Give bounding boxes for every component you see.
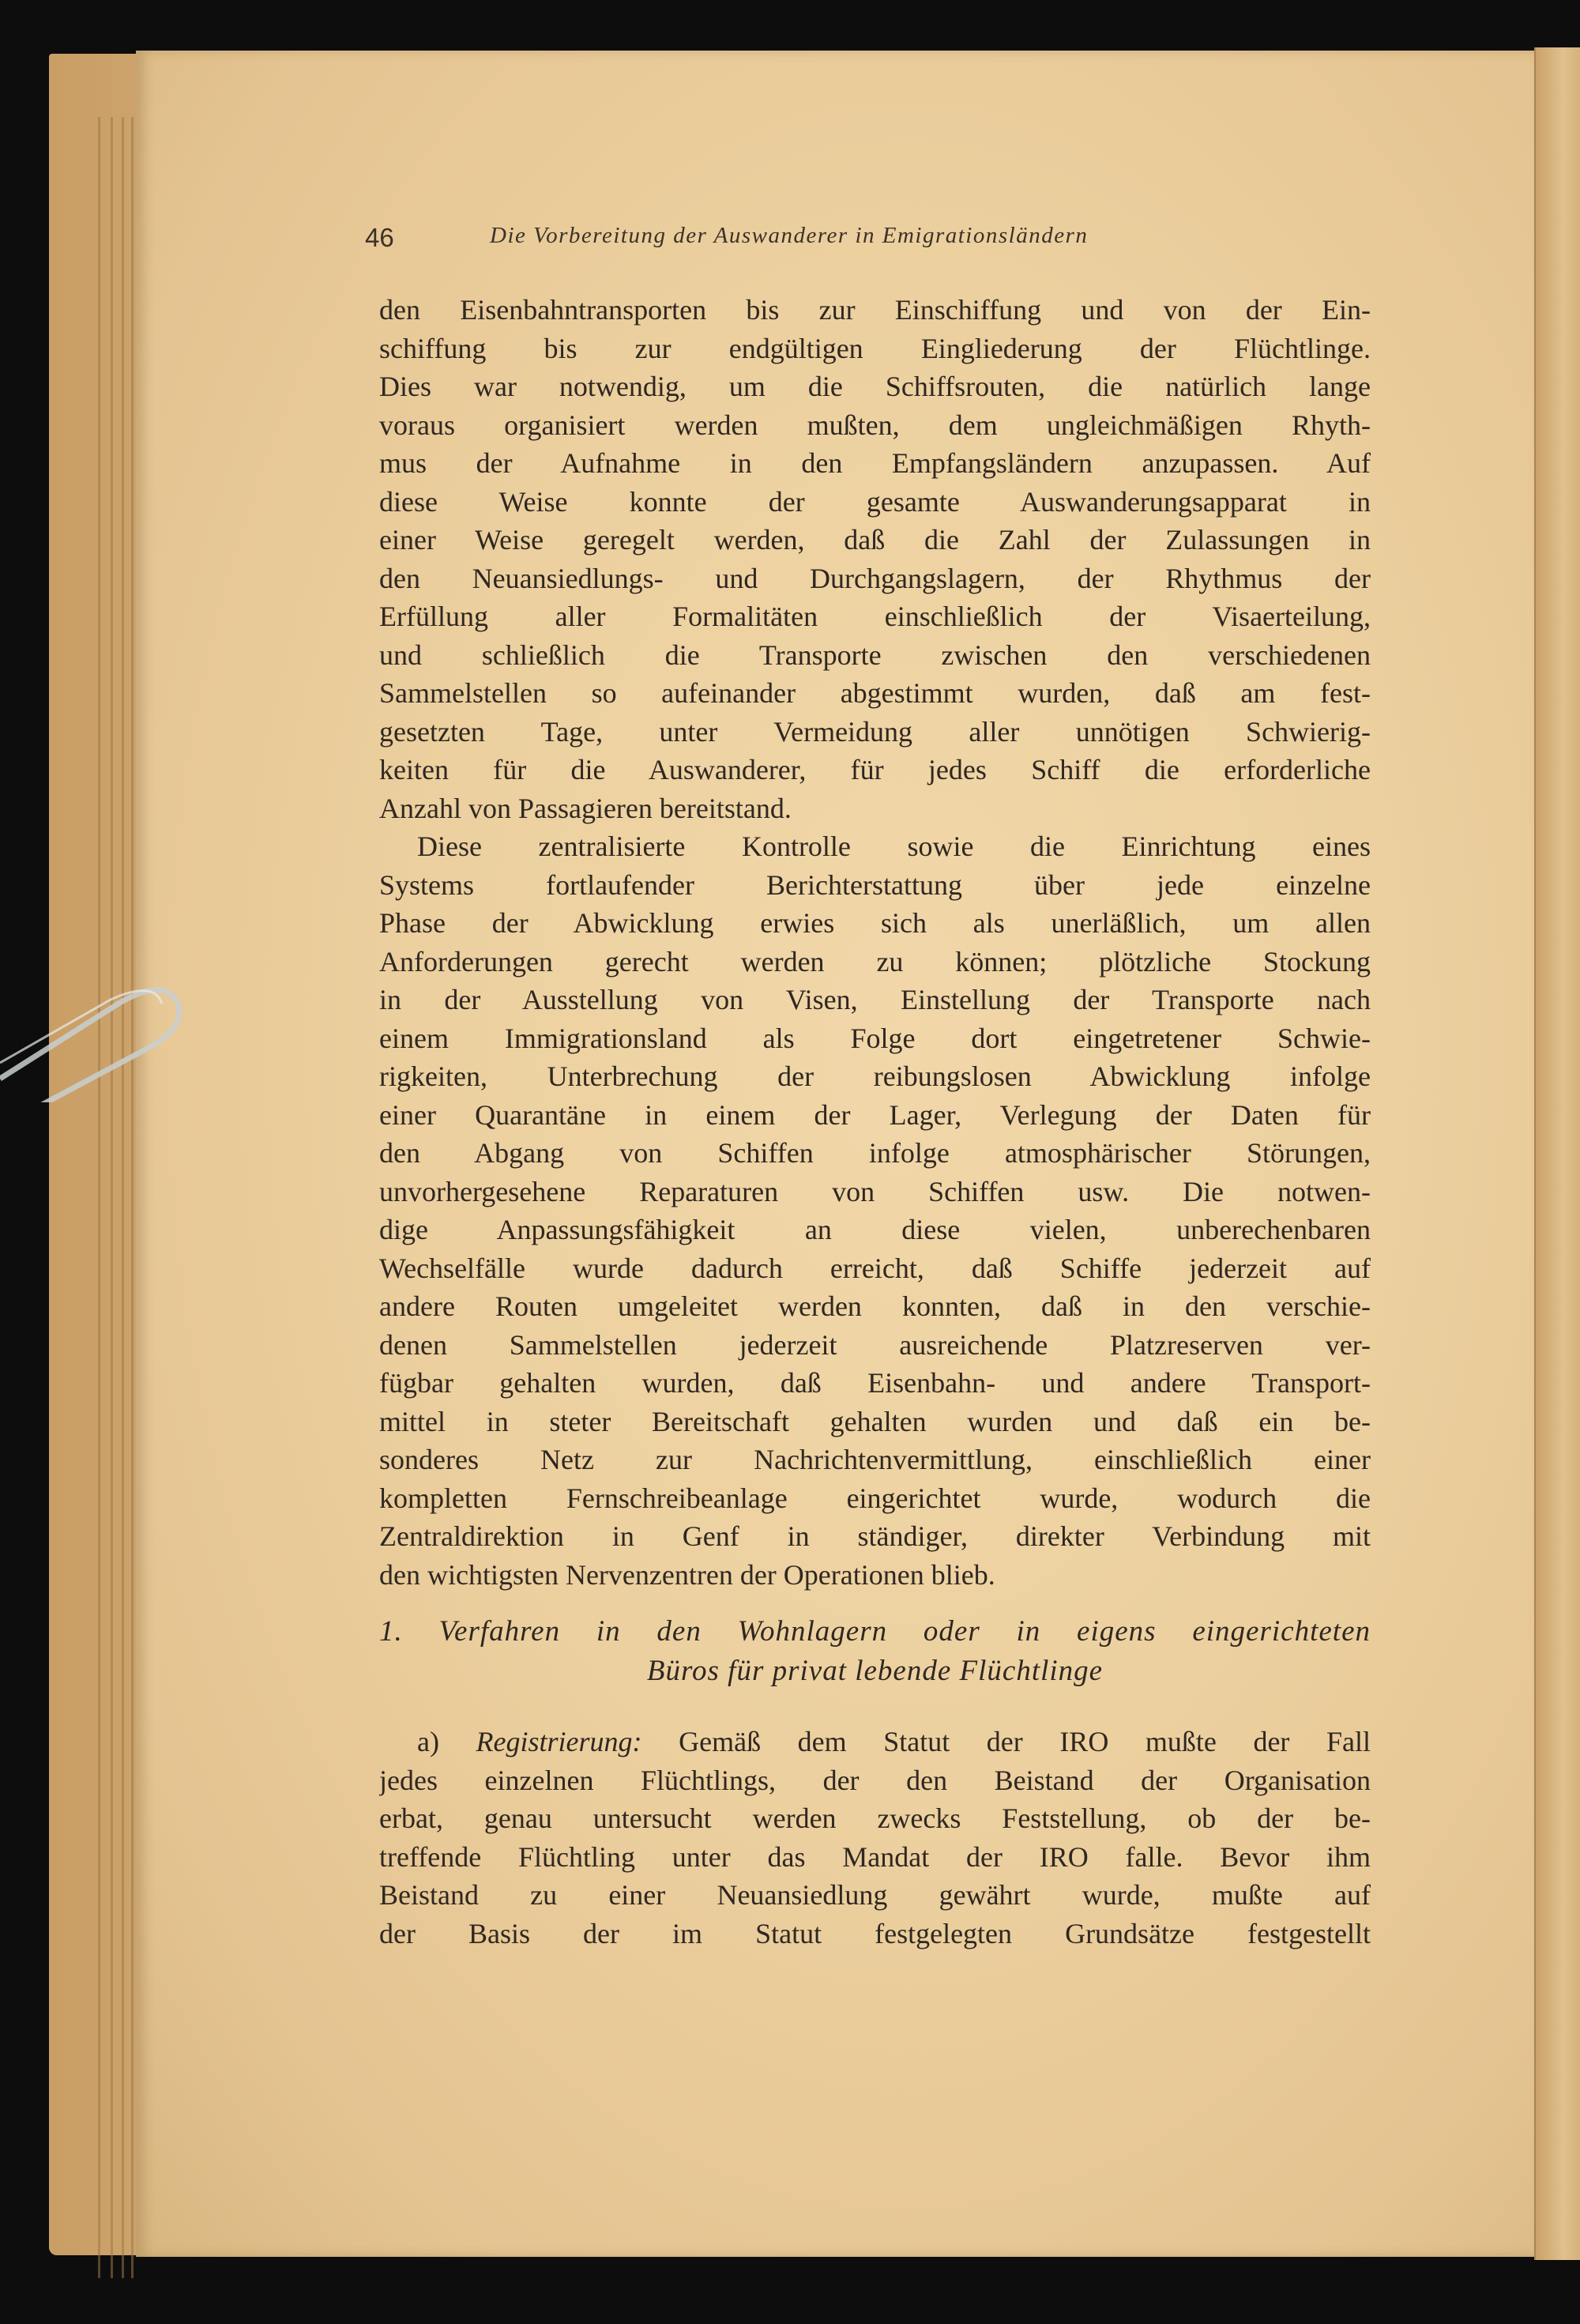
text-line: schiffung bis zur endgültigen Eingliederung der Flüchtlinge. <box>379 332 1371 364</box>
paragraph-2 <box>379 827 1371 1594</box>
text-line: dige Anpassungsfähigkeit an diese vielen, unberechenbaren <box>379 1214 1371 1245</box>
section-heading-line: 1. Verfahren in den Wohnlagern oder in eigens eingerichteten <box>379 1615 1371 1648</box>
text-line: mittel in steter Bereitschaft gehalten wurden und daß ein be- <box>379 1405 1371 1437</box>
running-title: Die Vorbereitung der Auswanderer in Emigrationsländern <box>490 223 1089 248</box>
paragraph-3 <box>379 1723 1371 1953</box>
running-header <box>365 223 1256 254</box>
text-line: Sammelstellen so aufeinander abgestimmt wurden, daß am fest- <box>379 677 1371 709</box>
text-line: Phase der Abwicklung erwies sich als unerläßlich, um allen <box>379 907 1371 939</box>
text-line: den Abgang von Schiffen infolge atmosphärischer Störungen, <box>379 1137 1371 1169</box>
text-line: voraus organisiert werden mußten, dem ungleichmäßigen Rhyth- <box>379 409 1371 441</box>
text-line: jedes einzelnen Flüchtlings, der den Beistand der Organisation <box>379 1764 1371 1796</box>
text-line: erbat, genau untersucht werden zwecks Feststellung, ob der be- <box>379 1802 1371 1834</box>
text-line: einem Immigrationsland als Folge dort eingetretener Schwie- <box>379 1022 1371 1054</box>
text-line: in der Ausstellung von Visen, Einstellung der Transporte nach <box>379 984 1371 1015</box>
text-line: der Basis der im Statut festgelegten Grundsätze festgestellt <box>379 1917 1371 1949</box>
section-heading-line: Büros für privat lebende Flüchtlinge <box>646 1655 1104 1687</box>
text-line: Zentraldirektion in Genf in ständiger, direkter Verbindung mit <box>379 1520 1371 1552</box>
page-number: 46 <box>365 223 394 252</box>
text-line: Diese zentralisierte Kontrolle sowie die Einrichtung eines <box>417 831 1371 862</box>
paragraph-1 <box>379 291 1371 827</box>
page-edge-line <box>111 117 113 2278</box>
paper-clip-icon <box>0 968 190 1102</box>
list-label: a) <box>417 1726 476 1757</box>
text-line: keiten für die Auswanderer, für jedes Schiff die erforderliche <box>379 754 1371 785</box>
text-line: fügbar gehalten wurden, daß Eisenbahn- und andere Transport- <box>379 1367 1371 1399</box>
page-edge-line <box>98 117 100 2278</box>
text-line: den wichtigsten Nervenzentren der Operationen blieb. <box>379 1558 995 1591</box>
text-fragment: Gemäß dem Statut der IRO mußte der Fall <box>641 1726 1371 1757</box>
text-line: Anzahl von Passagieren bereitstand. <box>379 792 792 824</box>
text-line: Wechselfälle wurde dadurch erreicht, daß Schiffe jederzeit auf <box>379 1252 1371 1284</box>
text-line: mus der Aufnahme in den Empfangsländern anzupassen. Auf <box>379 447 1371 479</box>
text-line: den Neuansiedlungs- und Durchgangslagern, der Rhythmus der <box>379 562 1371 594</box>
text-line: treffende Flüchtling unter das Mandat der IRO falle. Bevor ihm <box>379 1840 1371 1873</box>
text-line: gesetzten Tage, unter Vermeidung aller unnötigen Schwierig- <box>379 715 1371 748</box>
section-heading <box>379 1612 1371 1691</box>
facing-page-edge <box>1534 47 1580 2260</box>
text-line <box>379 1723 1371 1761</box>
text-line: diese Weise konnte der gesamte Auswanderungsapparat in <box>379 485 1371 518</box>
text-line: und schließlich die Transporte zwischen den verschiedenen <box>379 638 1371 671</box>
text-line: unvorhergesehene Reparaturen von Schiffen usw. Die notwen- <box>379 1175 1371 1207</box>
text-line: einer Weise geregelt werden, daß die Zahl der Zulassungen in <box>379 524 1371 556</box>
text-line: Systems fortlaufender Berichterstattung über jede einzelne <box>379 868 1371 901</box>
text-line: den Eisenbahntransporten bis zur Einschiffung und von der Ein- <box>379 294 1371 326</box>
text-line: denen Sammelstellen jederzeit ausreichende Platzreserven ver- <box>379 1328 1371 1361</box>
text-line: Beistand zu einer Neuansiedlung gewährt wurde, mußte auf <box>379 1879 1371 1911</box>
text-line: Dies war notwendig, um die Schiffsrouten, die natürlich lange <box>379 371 1371 402</box>
text-line: andere Routen umgeleitet werden konnten, daß in den verschie- <box>379 1290 1371 1322</box>
text-line: kompletten Fernschreibeanlage eingerichtet wurde, wodurch die <box>379 1482 1371 1514</box>
term-registrierung: Registrierung: <box>476 1726 642 1757</box>
page-edge-line <box>122 117 124 2278</box>
text-line: Erfüllung aller Formalitäten einschließlich der Visaerteilung, <box>379 601 1371 632</box>
text-line: einer Quarantäne in einem der Lager, Verlegung der Daten für <box>379 1098 1371 1131</box>
page-edge-line <box>131 117 134 2278</box>
text-line: Anforderungen gerecht werden zu können; plötzliche Stockung <box>379 945 1371 977</box>
text-line: sonderes Netz zur Nachrichtenvermittlung, einschließlich einer <box>379 1444 1371 1475</box>
text-line: rigkeiten, Unterbrechung der reibungslosen Abwicklung infolge <box>379 1060 1371 1092</box>
